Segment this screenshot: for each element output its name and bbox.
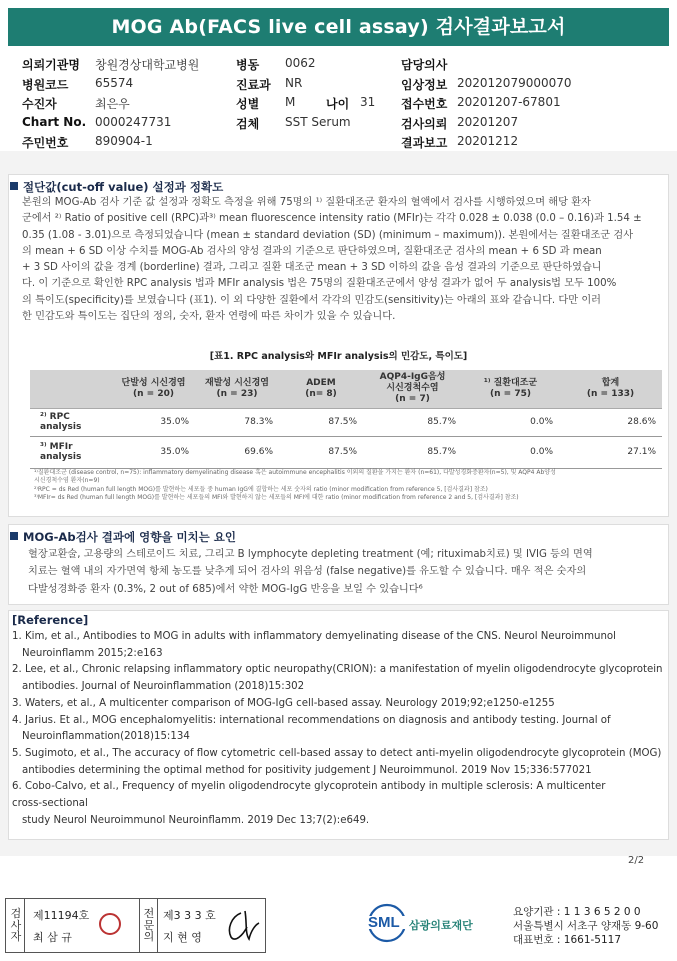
reference-line: Neuroinflamm 2015;2:e163 xyxy=(22,647,163,659)
cutoff-paragraph xyxy=(22,195,642,325)
info-label: 임상정보 xyxy=(401,78,448,92)
logo-text: SML xyxy=(368,914,400,931)
specialist-name: 지 현 영 xyxy=(163,931,202,944)
table-cell: 0.0% xyxy=(462,408,559,436)
footnote: 시신경척수염 환자(n=9) xyxy=(34,477,100,485)
table-header xyxy=(30,370,112,408)
header-line: (n = 23) xyxy=(216,388,258,399)
info-label: 접수번호 xyxy=(401,97,448,111)
info-value: 0062 xyxy=(285,56,316,70)
reference-line: antibodies determining the optimal method for positivity judgement J Neuroimmunol. 2019 Nov 15;336:577021 xyxy=(22,764,592,776)
header-line: 합계 xyxy=(601,377,620,388)
table-header xyxy=(279,370,363,408)
info-value: 최은우 xyxy=(95,97,130,111)
footnote: ¹⁾질환대조군 (disease control, n=75): inflammatory demyelinating disease 혹은 autoimmune encephalitis 이외의 질환을 가지는 환자 (n=61), 다발성경화증환자(n=5), 및 AQP4 Ab양성 xyxy=(34,469,556,476)
table-header xyxy=(112,370,195,408)
footnote: ³⁾MFIr= ds Red (human full length MOG)를 발현하는 세포들의 MFI와 발현하지 않는 세포들의 MFI에 대한 ratio (minor modification from reference 2 and 5, [검사결과] 참조) xyxy=(34,494,519,502)
reference-line: 6. Cobo-Calvo, et al., Frequency of myelin oligodendrocyte glycoprotein antibody in multiple sclerosis: A multicenter xyxy=(12,781,606,793)
text-line: 다. 이 기준으로 확인한 RPC analysis 법과 MFIr analysis 법은 75명의 질환대조군에서 양성 결과가 없어 두 analysis법 모두 100% xyxy=(22,278,617,290)
lab-info xyxy=(513,905,658,947)
specialist-label-text: 전문의 xyxy=(143,907,155,943)
table-header-row xyxy=(30,370,662,408)
text-line: 0.35 (1.08 - 3.01)으로 측정되었습니다 (mean ± standard deviation (SD) (minimum – maximum)). 본원에서는 질환대조군 검사 xyxy=(22,229,634,241)
header-line: AQP4-IgG음성 xyxy=(379,372,446,383)
table-cell: 85.7% xyxy=(363,436,462,468)
reference-line: antibodies. Journal of Neuroinflammation (2018)15:302 xyxy=(22,681,305,693)
age-value: 31 xyxy=(360,95,376,109)
header-line: (n= 8) xyxy=(305,388,337,399)
text-line: 군에서 ²⁾ Ratio of positive cell (RPC)과³⁾ mean fluorescence intensity ratio (MFIr)는 각각 0.028 ± 0.038 (0.0 – 0.16)과 1.54 ± xyxy=(22,213,642,225)
row-label: ²⁾ RPC analysis xyxy=(30,408,112,436)
section-title-text: 절단값(cut-off value) 설정과 정확도 xyxy=(23,180,224,194)
header-line: (n = 20) xyxy=(133,388,174,399)
info-value: 20201212 xyxy=(457,134,519,148)
table-title: [표1. RPC analysis와 MFIr analysis의 민감도, 특이도] xyxy=(209,351,468,362)
info-value: 20201207 xyxy=(457,115,519,129)
reference-line: 3. Waters, et al., A multicenter comparison of MOG-IgG cell-based assay. Neurology 2019;92;e1250-e1255 xyxy=(12,697,555,709)
reference-line: 2. Lee, et al., Chronic relapsing inflammatory optic neuropathy(CRION): a manifestation of myelin oligodendrocyte glycoprotein xyxy=(12,664,663,676)
header-line: ADEM xyxy=(306,377,336,388)
text-line: 혈장교환술, 고용량의 스테로이드 치료, 그리고 B lymphocyte depleting treatment (예; rituximab치료) 및 IVIG 등의 면역 xyxy=(28,549,593,560)
info-label: Chart No. xyxy=(22,115,87,129)
text-line: 다발성경화증 환자 (0.3%, 2 out of 685)에서 약한 MOG-IgG 반응을 보일 수 있습니다⁶ xyxy=(28,583,423,595)
info-label: 담당의사 xyxy=(401,58,448,72)
table-cell: 35.0% xyxy=(112,436,195,468)
table-header xyxy=(195,370,279,408)
info-value: 202012079000070 xyxy=(457,76,572,90)
table-cell: 87.5% xyxy=(279,436,363,468)
info-label: 주민번호 xyxy=(22,136,69,150)
info-value: SST Serum xyxy=(285,115,351,129)
inspector-seal-icon xyxy=(99,913,121,935)
sml-logo xyxy=(367,903,473,947)
info-value: 65574 xyxy=(95,76,134,90)
reference-line: Neuroinflammation(2018)15:134 xyxy=(22,731,190,743)
signature-box xyxy=(5,898,266,953)
header-line: 시신경척수염 xyxy=(386,383,439,394)
reference-line: 4. Jarius. Et al., MOG encephalomyelitis: international recommendations on diagnosis and antibody testing. Journal of xyxy=(12,714,611,726)
reference-line: study Neurol Neuroimmunol Neuroinflamm. 2019 Dec 13;7(2):e649. xyxy=(22,814,370,826)
table-cell: 69.6% xyxy=(195,436,279,468)
factors-section-title xyxy=(10,529,236,545)
inspector-license: 제11194호 xyxy=(33,909,90,922)
info-label: 성별 xyxy=(236,97,260,111)
table-header xyxy=(462,370,559,408)
lab-info-line: 서울특별시 서초구 양재동 9-60 xyxy=(513,920,659,932)
text-line: 의 특이도(specificity)를 보였습니다 (표1). 이 외 다양한 질환에서 각각의 민감도(sensitivity)는 아래의 표와 같습니다. 다만 이러 xyxy=(22,294,602,306)
table-header xyxy=(363,370,462,408)
inspector-name: 최 삼 규 xyxy=(33,931,72,944)
table-cell: 28.6% xyxy=(559,408,662,436)
references-list xyxy=(12,629,663,829)
info-label: 진료과 xyxy=(236,78,271,92)
header-line: 단발성 시신경염 xyxy=(121,377,186,388)
reference-line: 1. Kim, et al., Antibodies to MOG in adults with inflammatory demyelinating disease of the CNS. Neurol Neuroimmunol xyxy=(12,631,616,642)
inspector-label-text: 검사자 xyxy=(10,907,22,943)
bullet-square-icon xyxy=(10,182,18,190)
factors-paragraph xyxy=(28,546,593,598)
header-line: (n = 7) xyxy=(395,394,430,405)
bullet-square-icon xyxy=(10,532,18,540)
header-line: (n = 133) xyxy=(586,388,635,399)
specialist-label xyxy=(142,908,156,943)
cutoff-section-title xyxy=(10,179,223,195)
info-label: 수진자 xyxy=(22,97,57,111)
info-label: 의뢰기관명 xyxy=(22,58,80,72)
section-title-text: MOG-Ab검사 결과에 영향을 미치는 요인 xyxy=(23,530,236,544)
reference-line: cross-sectional xyxy=(12,798,88,810)
page-number: 2/2 xyxy=(628,855,645,866)
text-line: 치료는 혈액 내의 자가면역 항체 농도를 낮추게 되어 검사의 위음성 (false negative)를 유도할 수 있습니다. 매우 적은 숫자의 xyxy=(28,566,587,578)
header-line: 재발성 시신경염 xyxy=(205,377,269,388)
table-cell: 87.5% xyxy=(279,408,363,436)
org-name: 삼광의료재단 xyxy=(409,919,473,932)
table-footnotes xyxy=(34,469,556,503)
references-title: [Reference] xyxy=(12,613,89,627)
info-value: 20201207-67801 xyxy=(457,95,561,109)
table-header xyxy=(559,370,662,408)
table-row xyxy=(30,436,662,468)
info-label: 결과보고 xyxy=(401,136,448,150)
inspector-label xyxy=(9,908,23,943)
text-line: 의 mean + 6 SD 이상 수치를 MOG-Ab 검사의 양성 결과의 기준으로 판단하였으며, 질환대조군 검사의 mean + 6 SD 과 mean xyxy=(22,245,602,257)
table-row xyxy=(30,408,662,436)
row-label: ³⁾ MFIr analysis xyxy=(30,436,112,468)
lab-info-line: 대표번호 : 1661-5117 xyxy=(513,934,622,946)
header-line: (n = 75) xyxy=(490,388,531,399)
reference-line: 5. Sugimoto, et al., The accuracy of flow cytometric cell-based assay to detect anti-myelin oligodendrocyte glycoprotein (MOG) xyxy=(12,747,662,759)
specialist-license: 제3 3 3 호 xyxy=(163,909,216,922)
info-value: 0000247731 xyxy=(95,115,172,129)
info-value: 890904-1 xyxy=(95,134,153,148)
signature-icon xyxy=(221,905,263,947)
info-value: 창원경상대학교병원 xyxy=(95,58,200,72)
table-cell: 35.0% xyxy=(112,408,195,436)
header-line: ¹⁾ 질환대조군 xyxy=(483,377,538,388)
lab-info-line: 요양기관 : 1 1 3 6 5 2 0 0 xyxy=(513,906,641,918)
results-table xyxy=(30,370,662,469)
text-line: + 3 SD 사이의 값을 경계 (borderline) 결과, 그리고 질환 대조군 mean + 3 SD 이하의 값을 음성 결과의 기준으로 판단하였습니 xyxy=(22,262,602,274)
age-label: 나이 xyxy=(326,97,350,111)
text-line: 한 민감도와 특이도는 집단의 정의, 숫자, 환자 연령에 따른 차이가 있을 수 있습니다. xyxy=(22,311,396,323)
table-cell: 78.3% xyxy=(195,408,279,436)
info-value: M xyxy=(285,95,296,109)
info-label: 검체 xyxy=(236,117,260,131)
text-line: 본원의 MOG-Ab 검사 기준 값 설정과 정확도 측정을 위해 75명의 ¹⁾ 질환대조군 환자의 혈액에서 검사를 시행하였으며 해당 환자 xyxy=(22,197,591,208)
info-label: 병동 xyxy=(236,58,260,72)
table-cell: 85.7% xyxy=(363,408,462,436)
table-cell: 27.1% xyxy=(559,436,662,468)
info-label: 검사의뢰 xyxy=(401,117,448,131)
footnote: ²⁾RPC = ds Red (human full length MOG)를 발현하는 세포들 중 human IgG에 결합하는 세포 숫자의 ratio (minor modification from reference 5, [검사결과] 참조) xyxy=(34,485,488,493)
report-title: MOG Ab(FACS live cell assay) 검사결과보고서 xyxy=(8,8,669,46)
info-value: NR xyxy=(285,76,303,90)
info-label: 병원코드 xyxy=(22,78,69,92)
table-cell: 0.0% xyxy=(462,436,559,468)
